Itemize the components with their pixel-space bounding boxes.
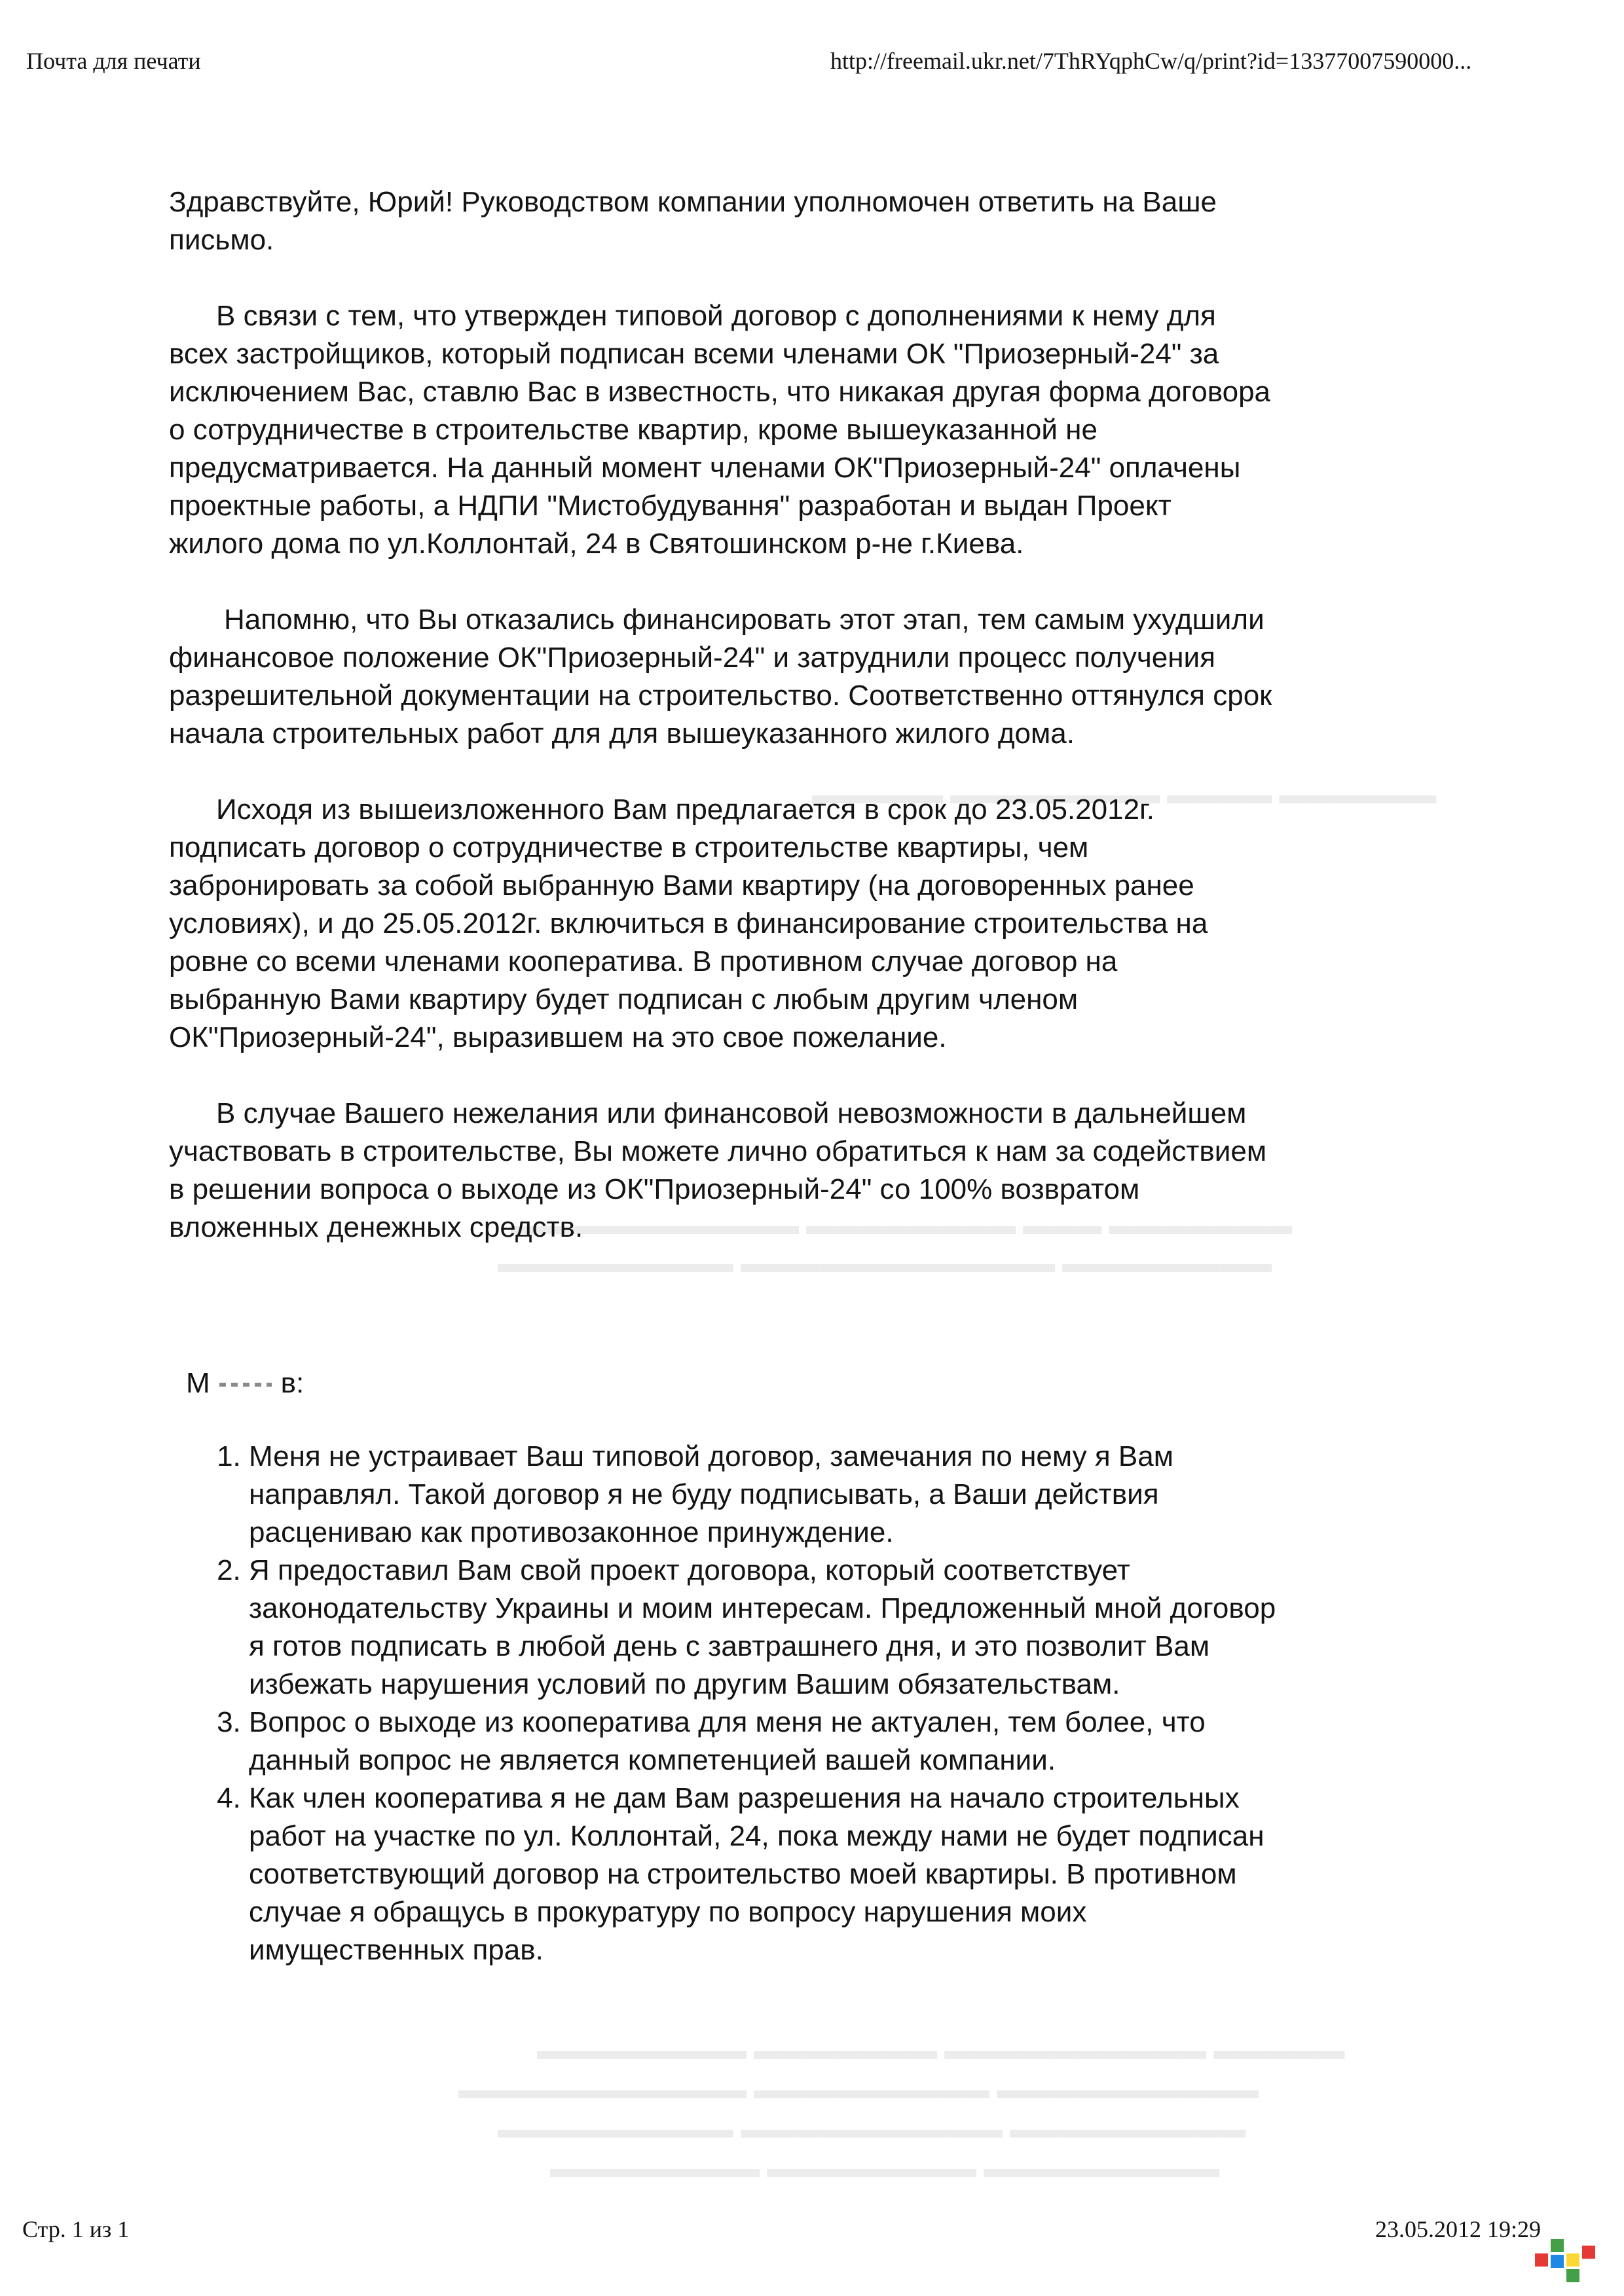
paragraph-line: условиях), и до 25.05.2012г. включиться в финансирование строительства на <box>169 907 1208 939</box>
paragraph-line: В связи с тем, что утвержден типовой договор с дополнениями к нему для <box>216 300 1216 332</box>
paragraph-deadline-offer <box>169 791 1479 1057</box>
paragraph-line: о сотрудничестве в строительстве квартир, кроме вышеуказанной не <box>169 414 1098 446</box>
print-page-title: Почта для печати <box>26 48 201 74</box>
signature-ending: в: <box>280 1367 304 1399</box>
page-counter: Стр. 1 из 1 <box>22 2216 130 2242</box>
paragraph-line: Исходя из вышеизложенного Вам предлагается в срок до 23.05.2012г. <box>216 793 1154 826</box>
reply-points-list <box>196 1438 1506 1969</box>
greeting-line: письмо. <box>169 224 274 256</box>
paragraph-financing-refusal <box>169 601 1479 753</box>
paragraph-line: разрешительной документации на строительство. Соответственно оттянулся срок <box>169 680 1272 712</box>
paragraph-line: начала строительных работ для для вышеуказанного жилого дома. <box>169 718 1075 750</box>
paragraph-line: вложенных денежных средств. <box>169 1211 583 1243</box>
paragraph-line: участвовать в строительстве, Вы можете лично обратиться к нам за содействием <box>169 1135 1267 1167</box>
paragraph-line: всех застройщиков, который подписан всеми членами ОК "Приозерный-24" за <box>169 338 1219 370</box>
print-page-url: http://freemail.ukr.net/7ThRYqphCw/q/print?id=13377007590000... <box>830 48 1472 74</box>
paragraph-line: забронировать за собой выбранную Вами квартиру (на договоренных ранее <box>169 869 1194 902</box>
paragraph-standard-contract <box>169 297 1479 563</box>
greeting-line: Здравствуйте, Юрий! Руководством компании уполномочен ответить на Ваше <box>169 186 1217 218</box>
paragraph-line: подписать договор о сотрудничестве в строительстве квартиры, чем <box>169 831 1089 864</box>
scanner-logo-icon <box>1535 2239 1598 2282</box>
letter-signature <box>186 1367 304 1400</box>
signature-initial: М <box>186 1367 210 1399</box>
reply-point: 2. Я предоставил Вам свой проект договора, который соответствует законодательству Украины и моим интересам. Предложенный мной договор я готов подписать в любой день с завтрашнего дня, и это позволит Вам избежать нарушения условий по другим Вашим обязательствам. <box>249 1552 1506 1704</box>
paragraph-line: Напомню, что Вы отказались финансировать этот этап, тем самым ухудшили <box>224 604 1264 636</box>
letter-body <box>169 183 1479 1285</box>
paragraph-line: в решении вопроса о выходе из ОК"Приозерный-24" со 100% возвратом <box>169 1173 1140 1205</box>
paragraph-line: финансовое положение ОК"Приозерный-24" и затруднили процесс получения <box>169 642 1215 674</box>
print-datetime: 23.05.2012 19:29 <box>1375 2216 1541 2242</box>
paragraph-line: В случае Вашего нежелания или финансовой невозможности в дальнейшем <box>216 1097 1247 1129</box>
paragraph-line: исключением Вас, ставлю Вас в известность, что никакая другая форма договора <box>169 376 1271 408</box>
reply-point: 4. Как член кооператива я не дам Вам разрешения на начало строительных работ на участке по ул. Коллонтай, 24, пока между нами не будет подписан соответствующий договор на строительство моей квартиры. В противном случае я обращусь в прокуратуру по вопросу нарушения моих имущественных прав. <box>249 1779 1506 1969</box>
paragraph-line: ОК"Приозерный-24", выразившем на это свое пожелание. <box>169 1021 947 1053</box>
reply-point: 3. Вопрос о выходе из кооператива для меня не актуален, тем более, что данный вопрос не является компетенцией вашей компании. <box>249 1704 1506 1779</box>
paragraph-line: жилого дома по ул.Коллонтай, 24 в Святошинском р-не г.Киева. <box>169 528 1024 560</box>
redacted-name-mark <box>219 1383 272 1387</box>
paragraph-line: ровне со всеми членами кооператива. В противном случае договор на <box>169 945 1118 977</box>
paragraph-exit-option <box>169 1095 1479 1247</box>
paragraph-line: предусматривается. На данный момент членами ОК"Приозерный-24" оплачены <box>169 452 1241 484</box>
reply-point: 1. Меня не устраивает Ваш типовой договор, замечания по нему я Вам направлял. Такой договор я не буду подписывать, а Ваши действия расцениваю как противозаконное принуждение. <box>249 1438 1506 1552</box>
paragraph-line: выбранную Вами квартиру будет подписан с любым другим членом <box>169 983 1079 1015</box>
paragraph-line: проектные работы, а НДПИ "Мистобудування" разработан и выдан Проект <box>169 490 1172 522</box>
greeting-paragraph <box>169 183 1479 259</box>
